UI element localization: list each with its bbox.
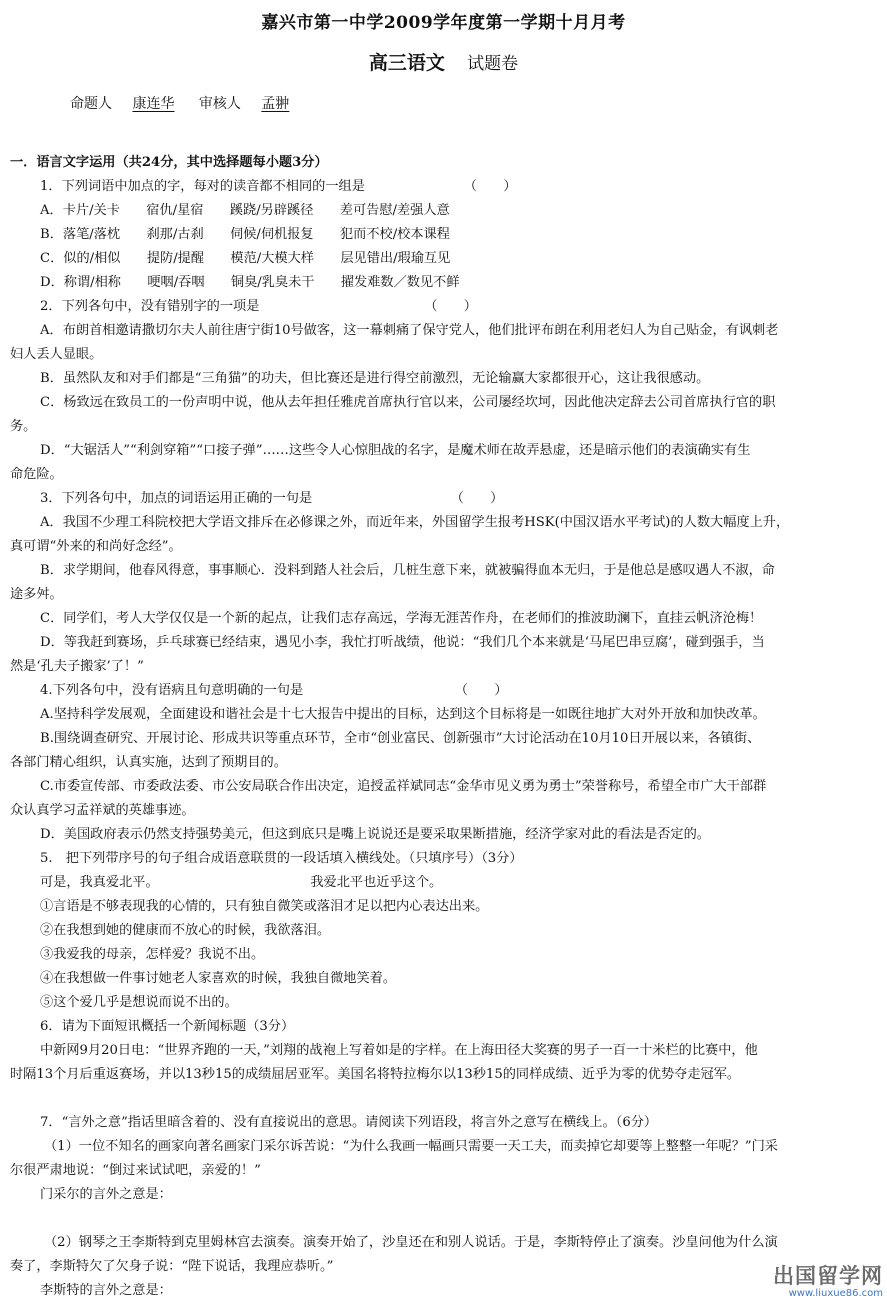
question-3-option-c: C．同学们，考人大学仅仅是一个新的起点，让我们志存高远，学海无涯苦作舟，在老师们的推波助澜下，直挂云帆济沧梅！ <box>40 611 763 626</box>
question-5-stem: 5. 把下列带序号的句子组合成语意联贯的一段话填入横线处。（只填序号）（3分） <box>40 851 523 866</box>
exam-title: 嘉兴市第一中学2009学年度第一学期十月月考 <box>261 13 626 33</box>
question-3-option-d-cont: 然是‘孔夫子搬家’了！” <box>10 659 144 674</box>
question-2-stem: 2．下列各句中，没有错别字的一项是 （ ） <box>40 299 477 314</box>
exam-subtitle <box>0 48 887 75</box>
question-1-option-c: C．似的/相似 提防/提醒 模范/大模大样 层见错出/瑕瑜互见 <box>40 251 451 266</box>
question-5-sentence-1: ①言语是不够表现我的心情的，只有独自微笑或落泪才足以把内心表达出来。 <box>40 899 489 914</box>
question-5-sentence-4: ④在我想做一件事讨她老人家喜欢的时候，我独自微地笑着。 <box>40 971 397 986</box>
question-5-sentence-5: ⑤这个爱几乎是想说而说不出的。 <box>40 995 238 1010</box>
question-2-option-c-cont: 务。 <box>10 419 37 434</box>
question-2-option-c: C．杨致远在致员工的一份声明中说，他从去年担任雅虎首席执行官以来，公司屡经坎坷，因此他决定辞去公司首席执行官的职 <box>40 395 776 410</box>
question-1-option-a: A．卡片/关卡 宿仇/星宿 蹊跷/另辟蹊径 差可告慰/差强人意 <box>40 203 450 218</box>
reviewer-name: 孟翀 <box>261 96 290 112</box>
question-3-option-d: D．等我赶到赛场，乒乓球赛已经结束，遇见小李，我忙打听战绩，他说：“我们几个本来就是‘马尾巴串豆腐’，碰到强手，当 <box>40 635 765 650</box>
question-7-answer-1-label: 门采尔的言外之意是： <box>40 1187 172 1202</box>
author-name: 康连华 <box>132 96 175 112</box>
question-4-option-b: B.围绕调查研究、开展讨论、形成共识等重点环节，全市“创业富民、创新强市”大讨论活动在10月10日开展以来，各镇街、 <box>40 731 761 746</box>
question-1-stem: 1．下列词语中加点的字，每对的读音都不相同的一组是 （ ） <box>40 179 517 194</box>
site-watermark <box>733 1260 883 1304</box>
subject-name: 高三语文 <box>368 52 445 74</box>
question-4-option-b-cont: 各部门精心组织，认真实施，达到了预期目的。 <box>10 755 287 770</box>
question-5-sentence-2: ②在我想到她的健康而不放心的时候，我欲落泪。 <box>40 923 331 938</box>
question-4-option-a: A.坚持科学发展观，全面建设和谐社会是十七大报告中提出的目标，达到这个目标将是一如既往地扩大对外开放和加快改革。 <box>40 707 766 722</box>
question-2-option-b: B．虽然队友和对手们都是“三角猫”的功夫，但比赛还是进行得空前激烈，无论输赢大家都很开心，这让我很感动。 <box>40 371 710 386</box>
question-4-option-c-cont: 众认真学习孟祥斌的英雄事迹。 <box>10 803 195 818</box>
question-4-stem: 4.下列各句中，没有语病且句意明确的一句是 （ ） <box>40 683 508 698</box>
question-6-stem: 6．请为下面短讯概括一个新闻标题（3分） <box>40 1019 295 1034</box>
watermark-site-url: www.liuxue86.com <box>788 1288 883 1299</box>
author-line <box>70 93 295 113</box>
question-3-stem: 3．下列各句中，加点的词语运用正确的一句是 （ ） <box>40 491 504 506</box>
question-3-option-a: A．我国不少理工科院校把大学语文排斥在必修课之外，而近年来，外国留学生报考HSK(中国汉语水平考试)的人数大幅度上升， <box>40 515 790 530</box>
question-7-answer-2-label: 李斯特的言外之意是： <box>40 1283 172 1298</box>
question-1-option-b: B．落笔/落枕 刹那/古刹 伺候/伺机报复 犯而不校/校本课程 <box>40 227 450 242</box>
question-7-passage-1: （1）一位不知名的画家向著名画家门采尔诉苦说：“为什么我画一幅画只需要一天工夫，而卖掉它却要等上整整一年呢？”门采 <box>44 1139 778 1154</box>
author-label: 命题人 <box>70 96 112 112</box>
question-7-passage-1-cont: 尔很严肃地说：“倒过来试试吧，亲爱的！” <box>10 1163 261 1178</box>
paper-type: 试题卷 <box>467 54 519 74</box>
question-7-passage-2-cont: 奏了，李斯特欠了欠身子说：“陛下说话，我理应恭听。” <box>10 1259 334 1274</box>
question-5-sentence-3: ③我爱我的母亲，怎样爱？我说不出。 <box>40 947 265 962</box>
question-6-news: 中新网9月20日电：“世界齐跑的一天，”刘翔的战袍上写着如是的字样。在上海田径大奖赛的男子一百一十米栏的比赛中，他 <box>40 1043 758 1058</box>
question-2-option-a: A．布朗首相邀请撒切尔夫人前往唐宁街10号做客，这一幕刺痛了保守党人，他们批评布朗在利用老妇人为自己贴金，有讽刺老 <box>40 323 779 338</box>
question-7-passage-2: （2）钢琴之王李斯特到克里姆林宫去演奏。演奏开始了，沙皇还在和别人说话。于是，李斯特停止了演奏。沙皇问他为什么演 <box>44 1235 778 1250</box>
question-3-option-a-cont: 真可谓“外来的和尚好念经”。 <box>10 539 182 554</box>
question-1-option-d: D．称谓/相称 哽咽/吞咽 铜臭/乳臭未干 擢发难数／数见不鲜 <box>40 275 460 290</box>
question-6-news-cont: 时隔13个月后重返赛场，并以13秒15的成绩屈居亚军。美国名将特拉梅尔以13秒15的同样成绩、近乎为零的优势夺走冠军。 <box>10 1067 741 1082</box>
section-heading: 一．语言文字运用（共24分，其中选择题每小题3分） <box>10 155 328 170</box>
question-7-stem: 7．“言外之意”指话里暗含着的、没有直接说出的意思。请阅读下列语段，将言外之意写在横线上。（6分） <box>40 1115 658 1130</box>
question-3-option-b-cont: 途多舛。 <box>10 587 63 602</box>
question-2-option-a-cont: 妇人丢人显眼。 <box>10 347 103 362</box>
question-5-blank-line: 可是，我真爱北平。 我爱北平也近乎这个。 <box>40 875 443 890</box>
question-4-option-c: C.市委宣传部、市委政法委、市公安局联合作出决定，追授孟祥斌同志“金华市见义勇为勇士”荣誉称号，希望全市广大干部群 <box>40 779 767 794</box>
question-4-option-d: D．美国政府表示仍然支持强势美元，但这到底只是嘴上说说还是要采取果断措施，经济学家对此的看法是否定的。 <box>40 827 710 842</box>
reviewer-label: 审核人 <box>198 96 241 112</box>
question-2-option-d: D．“大锯活人”“利剑穿箱”“口接子弹”……这些令人心惊胆战的名字，是魔术师在故弄悬虚，还是暗示他们的表演确实有生 <box>40 443 751 458</box>
question-3-option-b: B．求学期间，他春风得意，事事顺心．没料到踏人社会后，几桩生意下来，就被骗得血本无归，于是他总是感叹遇人不淑，命 <box>40 563 775 578</box>
question-2-option-d-cont: 命危险。 <box>10 467 63 482</box>
watermark-site-name: 出国留学网 <box>773 1264 883 1288</box>
